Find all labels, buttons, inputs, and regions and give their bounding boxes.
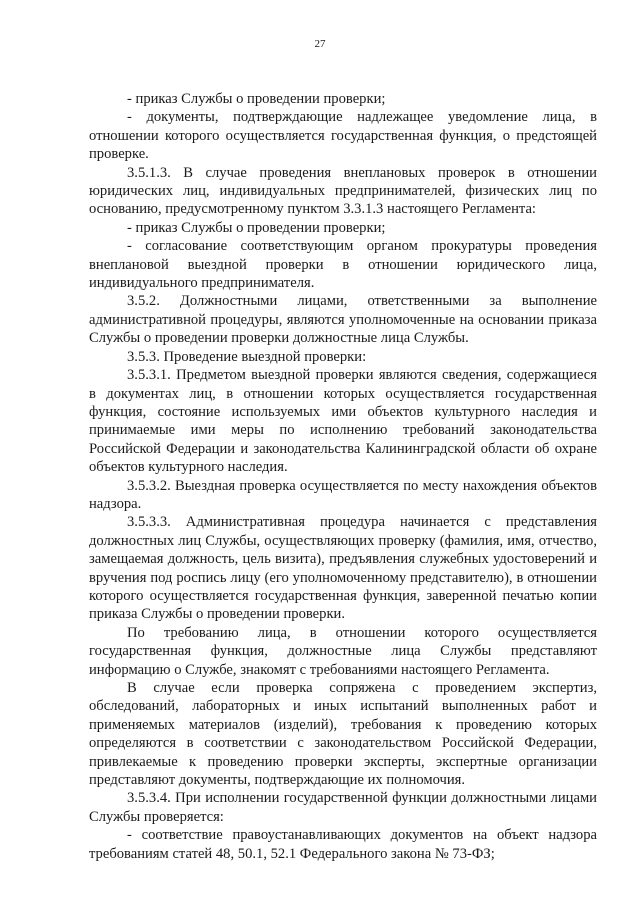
page-number: 27 xyxy=(314,38,326,50)
document-body xyxy=(89,90,597,863)
paragraph-5: - согласование соответствующим органом прокуратуры проведения внеплановой выездной проверки в отношении юридического лица, индивидуального предпринимателя. xyxy=(89,238,597,292)
paragraph-6: 3.5.2. Должностными лицами, ответственными за выполнение административной процедуры, являются уполномоченные на основании приказа Службы о проведении проверки должностные лица Службы. xyxy=(89,293,597,347)
paragraph-10: 3.5.3.3. Административная процедура начинается с представления должностных лиц Службы, осуществляющих проверку (фамилия, имя, отчество, замещаемая должность, цель визита), предъявления служебных удостоверений и вручения под роспись лицу (его уполномоченному представителю), в отношении которого осуществляется государственная функция, заверенной печатью копии приказа Службы о проведении проверки. xyxy=(89,514,597,623)
paragraph-7: 3.5.3. Проведение выездной проверки: xyxy=(127,348,367,365)
paragraph-4: - приказ Службы о проведении проверки; xyxy=(127,219,386,236)
paragraph-12: В случае если проверка сопряжена с проведением экспертиз, обследований, лабораторных и иных испытаний выполненных работ и применяемых материалов (изделий), требования к проведению которых определяются в соответствии с законодательством Российской Федерации, привлекаемые к проведению проверки эксперты, экспертные организации представляют документы, подтверждающие их полномочия. xyxy=(89,680,597,789)
paragraph-13: 3.5.3.4. При исполнении государственной функции должностными лицами Службы проверяется: xyxy=(89,790,597,825)
paragraph-14: - соответствие правоустанавливающих документов на объект надзора требованиям статей 48, 50.1, 52.1 Федерального закона № 73-ФЗ; xyxy=(89,827,597,862)
paragraph-11: По требованию лица, в отношении которого осуществляется государственная функция, должностные лица Службы представляют информацию о Службе, знакомят с требованиями настоящего Регламента. xyxy=(89,624,597,678)
paragraph-9: 3.5.3.2. Выездная проверка осуществляется по месту нахождения объектов надзора. xyxy=(89,477,597,512)
paragraph-2: - документы, подтверждающие надлежащее уведомление лица, в отношении которого осуществляется государственная функция, о предстоящей проверке. xyxy=(89,109,597,163)
paragraph-1: - приказ Службы о проведении проверки; xyxy=(127,91,386,107)
paragraph-8: 3.5.3.1. Предметом выездной проверки являются сведения, содержащиеся в документах лиц, в отношении которых осуществляется государственная функция, состояние используемых ими объектов культурного наследия и принимаемые ими меры по исполнению требований законодательства Российской Федерации и законодательства Калининградской области об охране объектов культурного наследия. xyxy=(89,367,597,476)
paragraph-3: 3.5.1.3. В случае проведения внеплановых проверок в отношении юридических лиц, индивидуальных предпринимателей, физических лиц по основанию, предусмотренному пунктом 3.3.1.3 настоящего Регламента: xyxy=(89,164,597,218)
